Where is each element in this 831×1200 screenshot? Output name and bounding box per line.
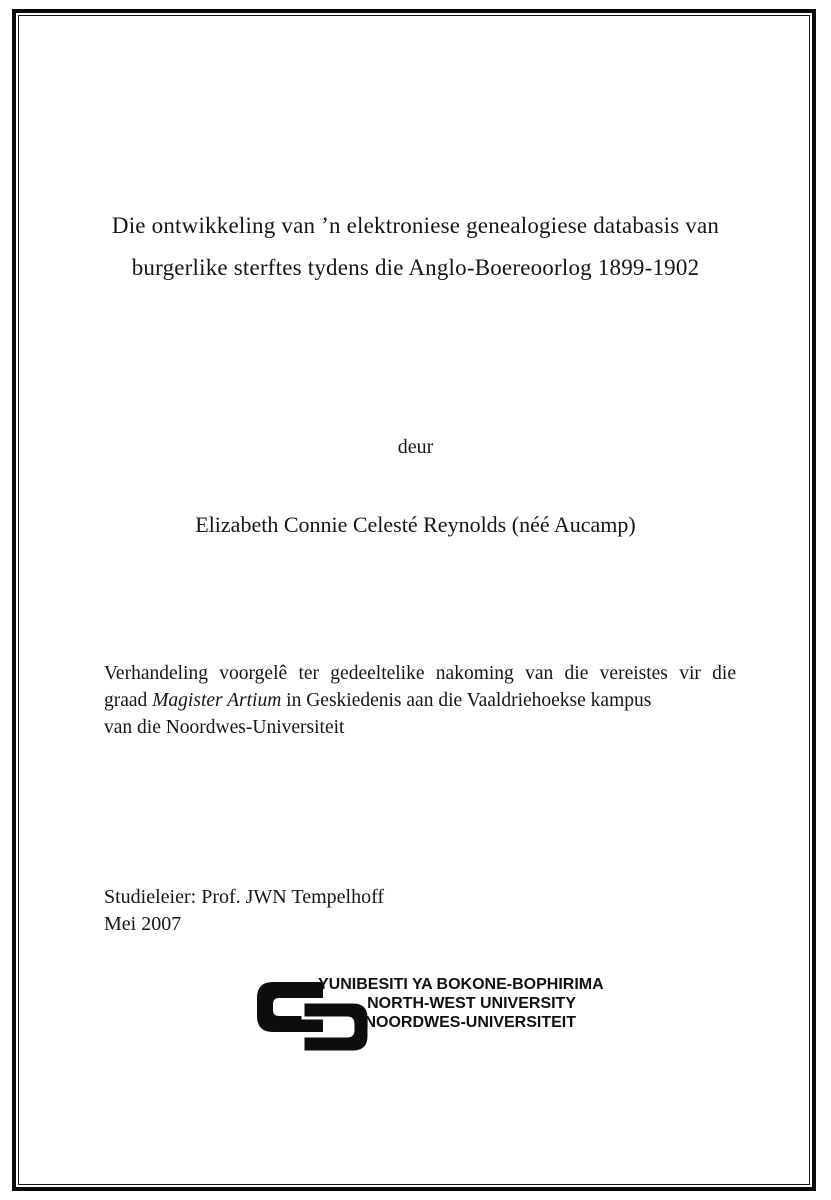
- university-name-block: [318, 975, 604, 1032]
- declaration-line1: Verhandeling voorgelê ter gedeeltelike nakoming van die vereistes vir die: [104, 663, 736, 684]
- university-logo: [257, 971, 604, 1056]
- date-line: Mei 2007: [104, 913, 182, 935]
- university-name-english: NORTH-WEST UNIVERSITY: [367, 995, 576, 1012]
- declaration-line3: van die Noordwes-Universiteit: [104, 717, 345, 738]
- degree-declaration: [104, 660, 736, 741]
- declaration-line2-pre: graad: [104, 690, 153, 711]
- university-name-afrikaans: NOORDWES-UNIVERSITEIT: [364, 1014, 576, 1031]
- thesis-title-line1: Die ontwikkeling van ’n elektroniese genealogiese databasis van: [111, 213, 720, 238]
- thesis-title: [60, 205, 771, 289]
- degree-name: Magister Artium: [152, 690, 282, 711]
- supervisor-line: Studieleier: Prof. JWN Tempelhoff: [104, 886, 385, 908]
- declaration-line2-post: in Geskiedenis aan die Vaaldriehoekse kampus: [281, 690, 652, 711]
- university-name-setswana: YUNIBESITI YA BOKONE-BOPHIRIMA: [318, 976, 604, 993]
- supervisor-block: [104, 884, 384, 938]
- declaration-line2: [104, 687, 736, 714]
- author-name: Elizabeth Connie Celesté Reynolds (néé Aucamp): [195, 512, 636, 537]
- byline-label: deur: [397, 436, 434, 458]
- thesis-title-line2: burgerlike sterftes tydens die Anglo-Boereoorlog 1899-1902: [131, 255, 700, 280]
